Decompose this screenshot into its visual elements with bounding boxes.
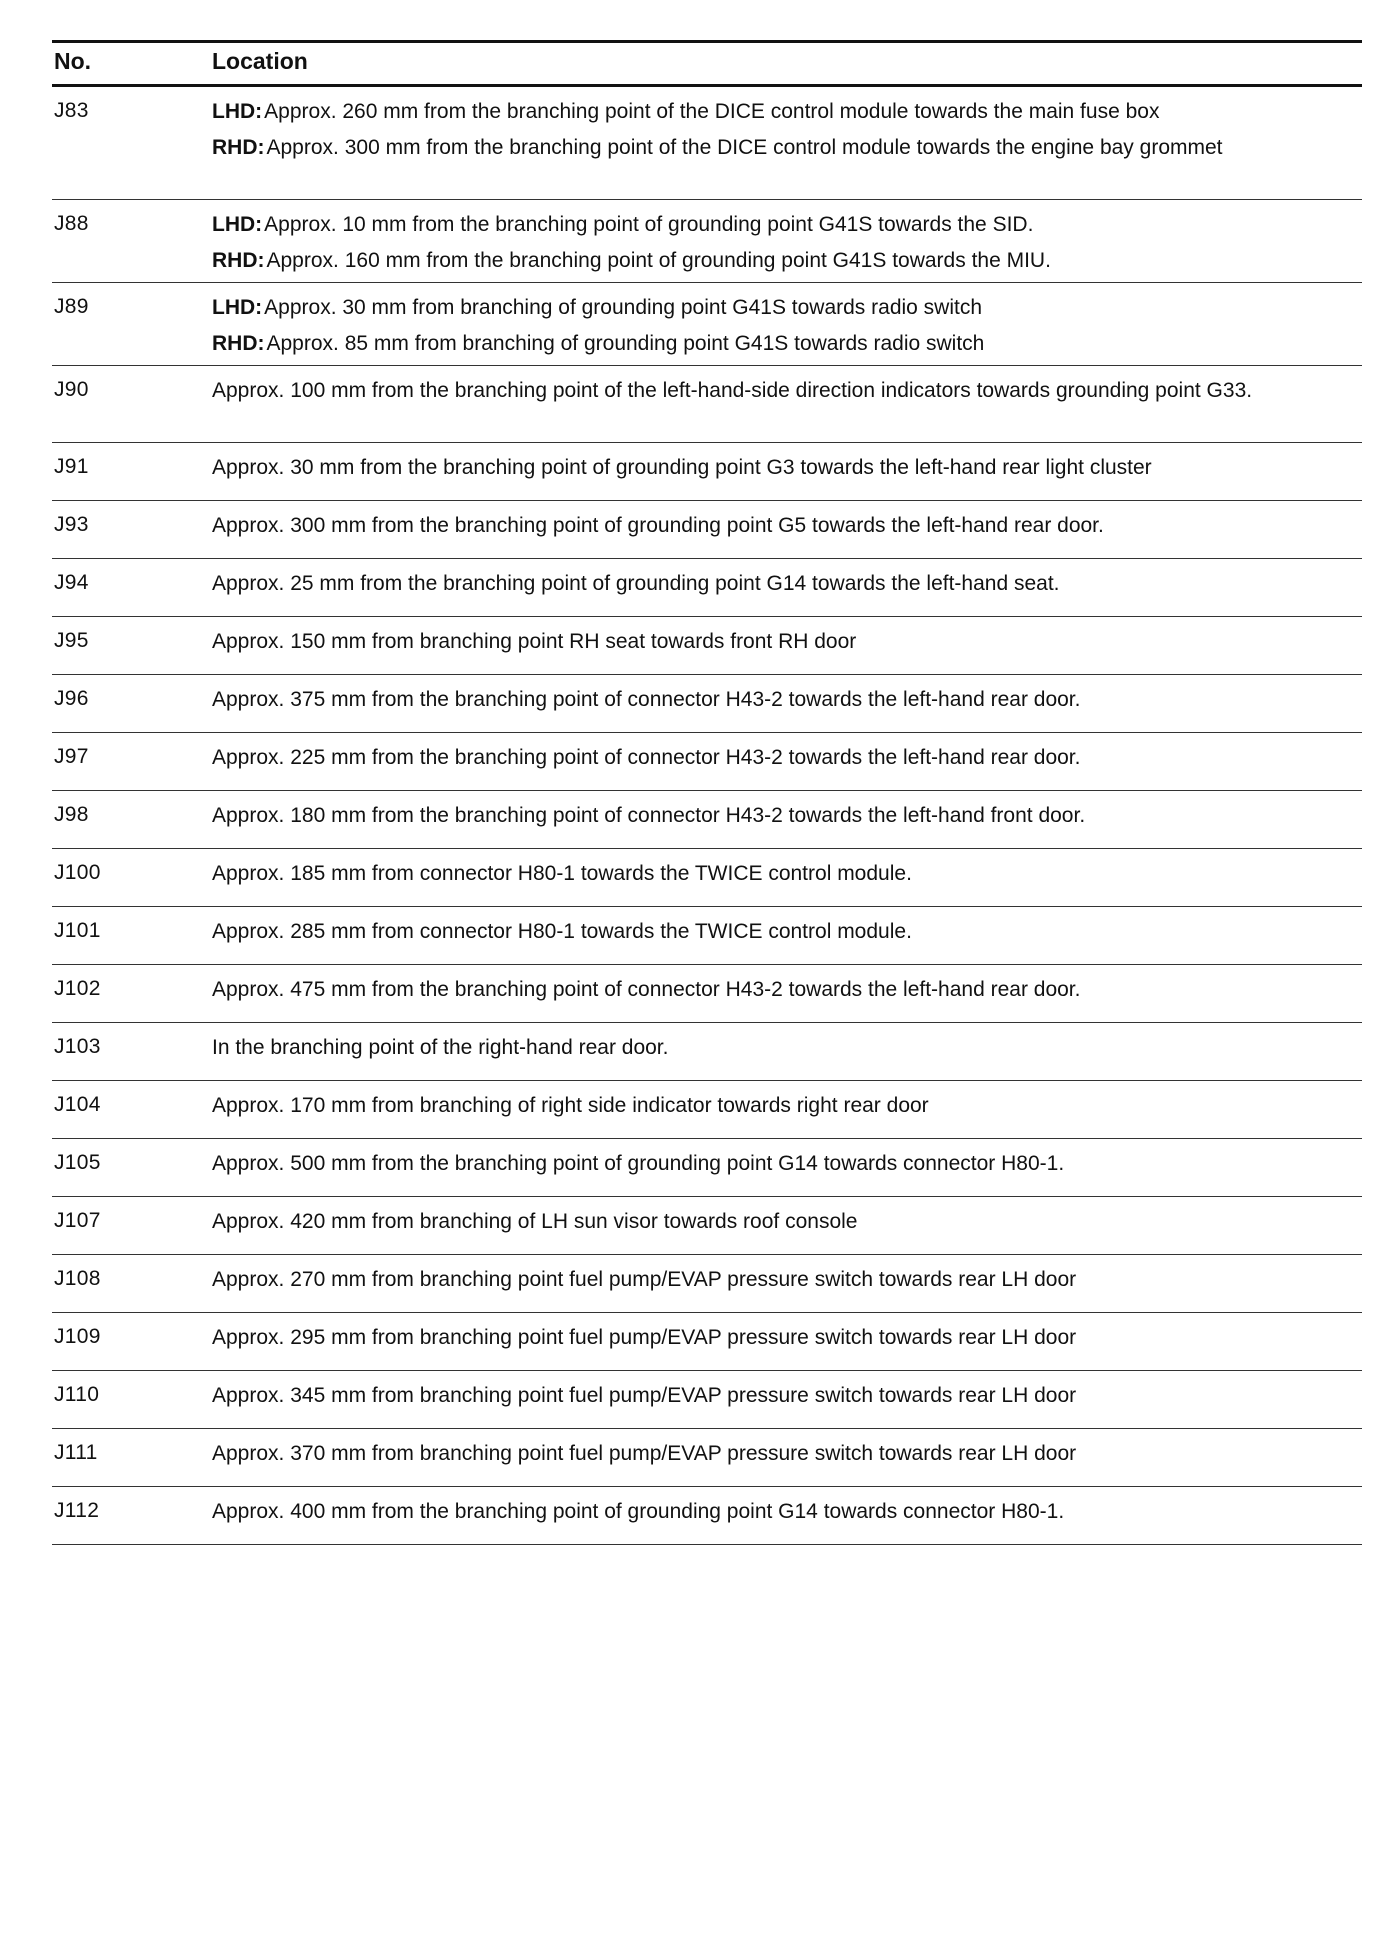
location-text: Approx. 85 mm from branching of grounding point G41S towards radio switch bbox=[266, 332, 985, 355]
location-cell bbox=[212, 965, 1362, 1022]
location-cell bbox=[212, 200, 1362, 293]
location-text: Approx. 375 mm from the branching point of connector H43-2 towards the left-hand rear door. bbox=[212, 688, 1081, 711]
table-row bbox=[52, 87, 1362, 200]
column-header-location: Location bbox=[212, 48, 308, 74]
location-text: Approx. 225 mm from the branching point of connector H43-2 towards the left-hand rear door. bbox=[212, 746, 1081, 769]
location-cell bbox=[212, 849, 1362, 906]
location-line bbox=[212, 1267, 1362, 1292]
location-text: Approx. 500 mm from the branching point of grounding point G14 towards connector H80-1. bbox=[212, 1152, 1065, 1175]
location-cell bbox=[212, 1139, 1362, 1196]
junction-number: J96 bbox=[54, 687, 89, 710]
location-line bbox=[212, 1093, 1362, 1118]
table-row bbox=[52, 733, 1362, 791]
drive-side-tag: LHD: bbox=[212, 213, 263, 236]
junction-number: J93 bbox=[54, 513, 89, 536]
junction-number: J109 bbox=[54, 1325, 101, 1348]
location-text: Approx. 400 mm from the branching point of grounding point G14 towards connector H80-1. bbox=[212, 1500, 1065, 1523]
location-cell bbox=[212, 675, 1362, 732]
location-cell bbox=[212, 617, 1362, 674]
location-text: Approx. 30 mm from the branching point of grounding point G3 towards the left-hand rear light cluster bbox=[212, 456, 1152, 479]
location-cell bbox=[212, 1371, 1362, 1428]
location-text: Approx. 185 mm from connector H80-1 towards the TWICE control module. bbox=[212, 862, 912, 885]
junction-number: J105 bbox=[54, 1151, 101, 1174]
table-header bbox=[52, 40, 1362, 87]
junction-number: J101 bbox=[54, 919, 101, 942]
location-line bbox=[212, 99, 1362, 124]
table-row bbox=[52, 283, 1362, 366]
location-line bbox=[212, 571, 1362, 596]
table-row bbox=[52, 965, 1362, 1023]
junction-number: J89 bbox=[54, 295, 89, 318]
drive-side-tag: RHD: bbox=[212, 136, 265, 159]
location-text: Approx. 150 mm from branching point RH seat towards front RH door bbox=[212, 630, 857, 653]
location-cell bbox=[212, 1313, 1362, 1370]
location-cell bbox=[212, 1487, 1362, 1544]
location-text: Approx. 100 mm from the branching point of the left-hand-side direction indicators towards grounding point G33. bbox=[212, 379, 1253, 402]
junction-number: J112 bbox=[54, 1499, 100, 1522]
location-line bbox=[212, 861, 1362, 886]
location-cell bbox=[212, 283, 1362, 376]
location-line bbox=[212, 1035, 1362, 1060]
table-body bbox=[52, 87, 1362, 1545]
location-cell bbox=[212, 366, 1362, 423]
location-text: Approx. 345 mm from branching point fuel pump/EVAP pressure switch towards rear LH door bbox=[212, 1384, 1077, 1407]
table-row bbox=[52, 1429, 1362, 1487]
location-text: Approx. 30 mm from branching of grounding point G41S towards radio switch bbox=[264, 296, 983, 319]
location-line bbox=[212, 1151, 1362, 1176]
location-text: Approx. 295 mm from branching point fuel pump/EVAP pressure switch towards rear LH door bbox=[212, 1326, 1077, 1349]
location-text: Approx. 10 mm from the branching point of grounding point G41S towards the SID. bbox=[264, 213, 1034, 236]
location-cell bbox=[212, 907, 1362, 964]
location-line bbox=[212, 455, 1362, 480]
location-cell bbox=[212, 733, 1362, 790]
location-line bbox=[212, 331, 1362, 356]
column-header-no: No. bbox=[54, 48, 92, 74]
location-cell bbox=[212, 559, 1362, 616]
table-row bbox=[52, 200, 1362, 283]
location-line bbox=[212, 629, 1362, 654]
location-line bbox=[212, 977, 1362, 1002]
location-cell bbox=[212, 87, 1362, 180]
location-text: Approx. 300 mm from the branching point of grounding point G5 towards the left-hand rear door. bbox=[212, 514, 1104, 537]
table-row bbox=[52, 1197, 1362, 1255]
location-line bbox=[212, 1441, 1362, 1466]
junction-number: J102 bbox=[54, 977, 101, 1000]
junction-number: J88 bbox=[54, 212, 89, 235]
table-row bbox=[52, 501, 1362, 559]
drive-side-tag: LHD: bbox=[212, 100, 263, 123]
table-row bbox=[52, 1139, 1362, 1197]
table-row bbox=[52, 1081, 1362, 1139]
location-text: Approx. 180 mm from the branching point of connector H43-2 towards the left-hand front door. bbox=[212, 804, 1086, 827]
location-cell bbox=[212, 443, 1362, 500]
location-line bbox=[212, 803, 1362, 828]
location-text: Approx. 300 mm from the branching point of the DICE control module towards the engine bay grommet bbox=[266, 136, 1223, 159]
table-row bbox=[52, 1371, 1362, 1429]
location-line bbox=[212, 919, 1362, 944]
table-row bbox=[52, 1255, 1362, 1313]
location-text: Approx. 25 mm from the branching point of grounding point G14 towards the left-hand seat. bbox=[212, 572, 1060, 595]
junction-number: J100 bbox=[54, 861, 101, 884]
drive-side-tag: RHD: bbox=[212, 249, 265, 272]
location-text: Approx. 260 mm from the branching point of the DICE control module towards the main fuse box bbox=[264, 100, 1160, 123]
table-row bbox=[52, 366, 1362, 443]
location-text: Approx. 420 mm from branching of LH sun visor towards roof console bbox=[212, 1210, 858, 1233]
location-line bbox=[212, 687, 1362, 712]
table-row bbox=[52, 559, 1362, 617]
table-row bbox=[52, 907, 1362, 965]
table-row bbox=[52, 1313, 1362, 1371]
junction-number: J103 bbox=[54, 1035, 101, 1058]
junction-number: J110 bbox=[54, 1383, 100, 1406]
table-row bbox=[52, 617, 1362, 675]
location-line bbox=[212, 513, 1362, 538]
location-text: In the branching point of the right-hand rear door. bbox=[212, 1036, 669, 1059]
table-row bbox=[52, 849, 1362, 907]
location-line bbox=[212, 295, 1362, 320]
location-text: Approx. 160 mm from the branching point of grounding point G41S towards the MIU. bbox=[266, 249, 1051, 272]
location-line bbox=[212, 1499, 1362, 1524]
location-text: Approx. 285 mm from connector H80-1 towards the TWICE control module. bbox=[212, 920, 912, 943]
junction-number: J94 bbox=[54, 571, 89, 594]
junction-number: J91 bbox=[54, 455, 89, 478]
table-row bbox=[52, 791, 1362, 849]
table-row bbox=[52, 443, 1362, 501]
junction-number: J107 bbox=[54, 1209, 101, 1232]
junction-number: J97 bbox=[54, 745, 89, 768]
location-cell bbox=[212, 501, 1362, 558]
location-line bbox=[212, 248, 1362, 273]
location-line bbox=[212, 745, 1362, 770]
junction-number: J111 bbox=[54, 1441, 98, 1464]
location-cell bbox=[212, 1255, 1362, 1312]
junction-number: J98 bbox=[54, 803, 89, 826]
junction-number: J95 bbox=[54, 629, 89, 652]
drive-side-tag: RHD: bbox=[212, 332, 265, 355]
location-text: Approx. 270 mm from branching point fuel pump/EVAP pressure switch towards rear LH door bbox=[212, 1268, 1077, 1291]
location-cell bbox=[212, 1081, 1362, 1138]
junction-number: J83 bbox=[54, 99, 89, 122]
location-line bbox=[212, 1209, 1362, 1234]
location-cell bbox=[212, 791, 1362, 848]
location-line bbox=[212, 212, 1362, 237]
location-cell bbox=[212, 1197, 1362, 1254]
location-cell bbox=[212, 1429, 1362, 1486]
table-row bbox=[52, 675, 1362, 733]
location-text: Approx. 170 mm from branching of right side indicator towards right rear door bbox=[212, 1094, 929, 1117]
location-text: Approx. 370 mm from branching point fuel pump/EVAP pressure switch towards rear LH door bbox=[212, 1442, 1077, 1465]
location-line bbox=[212, 1383, 1362, 1408]
table-row bbox=[52, 1023, 1362, 1081]
location-line bbox=[212, 135, 1362, 160]
junction-number: J108 bbox=[54, 1267, 101, 1290]
location-cell bbox=[212, 1023, 1362, 1080]
drive-side-tag: LHD: bbox=[212, 296, 263, 319]
location-line bbox=[212, 378, 1362, 403]
junction-number: J90 bbox=[54, 378, 89, 401]
junction-location-table bbox=[52, 40, 1362, 1545]
junction-number: J104 bbox=[54, 1093, 101, 1116]
location-text: Approx. 475 mm from the branching point of connector H43-2 towards the left-hand rear door. bbox=[212, 978, 1081, 1001]
table-row bbox=[52, 1487, 1362, 1545]
location-line bbox=[212, 1325, 1362, 1350]
